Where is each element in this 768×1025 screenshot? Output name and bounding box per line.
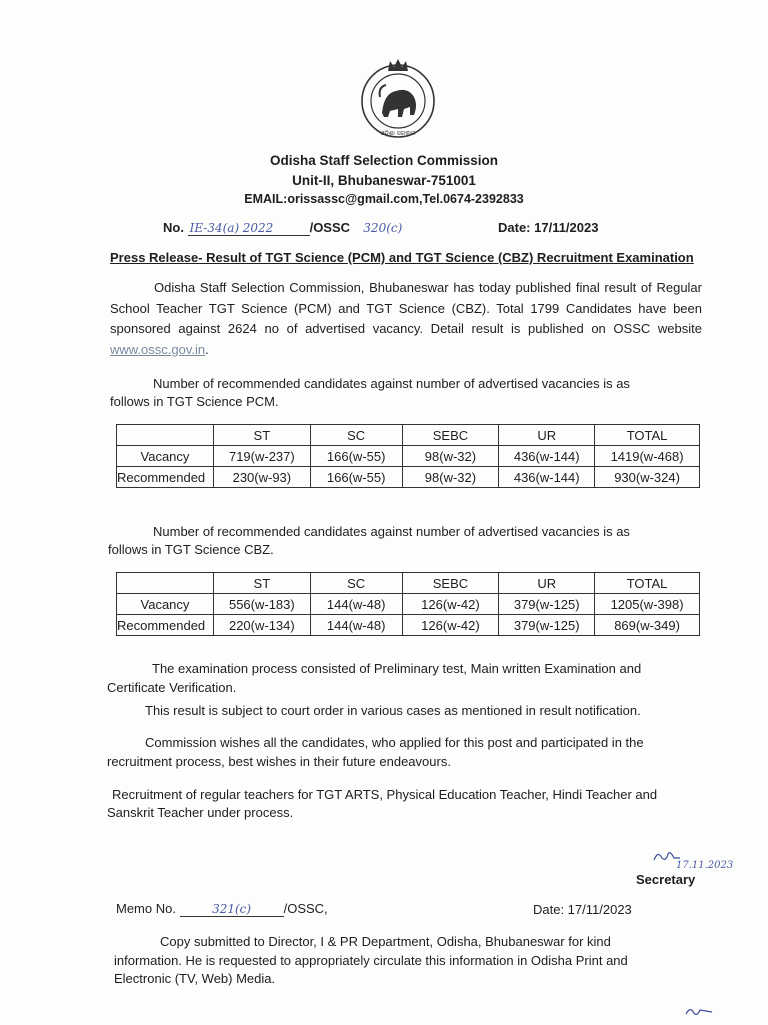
signature-date: 17.11.2023: [676, 860, 734, 871]
table-cell: [117, 573, 214, 594]
table-cell: 144(w-48): [310, 594, 402, 615]
cbz-caption-line2: follows in TGT Science CBZ.: [108, 542, 274, 557]
table-header-row: [117, 425, 700, 446]
table-cell: 379(w-125): [499, 615, 595, 636]
table-row: [117, 594, 700, 615]
table-row: [117, 446, 700, 467]
pcm-caption-line1: Number of recommended candidates against number of advertised vacancies is as: [153, 376, 630, 391]
table-cell: 1419(w-468): [595, 446, 700, 467]
memo-date: Date: 17/11/2023: [533, 902, 632, 917]
copy-line3: Electronic (TV, Web) Media.: [114, 971, 276, 986]
table-cell: 436(w-144): [499, 446, 595, 467]
table-cell: 230(w-93): [213, 467, 310, 488]
table-cell: 126(w-42): [402, 615, 499, 636]
table-header-row: [117, 573, 700, 594]
table-cell: UR: [499, 425, 595, 446]
table-cell: 126(w-42): [402, 594, 499, 615]
reference-number: No. IE-34(a) 2022 /OSSC 320(c): [163, 220, 403, 235]
table-cell: 98(w-32): [402, 467, 499, 488]
intro-paragraph: Odisha Staff Selection Commission, Bhubaneswar has today published final result of Regular School Teacher TGT Science (PCM) and TGT Science (CBZ). Total 1799 Candidates have been sponsored against 2624 no of advertised vacancy. Detail result is published on OSSC website www.ossc.gov.in.: [110, 280, 702, 357]
table-cell: [117, 425, 214, 446]
wishes-line2: recruitment process, best wishes in their future endeavours.: [107, 754, 451, 769]
table-cell: SC: [310, 425, 402, 446]
org-address: Unit-II, Bhubaneswar-751001: [292, 173, 476, 188]
org-contact: EMAIL:orissassc@gmail.com,Tel.0674-2392833: [244, 192, 524, 206]
table-row: [117, 615, 700, 636]
svg-text:ଓଡ଼ିଶା ସରକାର: ଓଡ଼ିଶା ସରକାର: [380, 130, 416, 137]
table-cell: ST: [213, 425, 310, 446]
pcm-caption-line2: follows in TGT Science PCM.: [110, 394, 279, 409]
ossc-website-link[interactable]: www.ossc.gov.in: [110, 341, 206, 357]
ref-handwritten-1: IE-34(a): [189, 221, 240, 235]
ref-handwritten-3: 320(c): [363, 221, 403, 235]
state-emblem: [358, 57, 438, 141]
court-order-note: This result is subject to court order in various cases as mentioned in result notification.: [145, 703, 641, 718]
table-cell: 220(w-134): [213, 615, 310, 636]
table-cell: SEBC: [402, 573, 499, 594]
table-cell: Recommended: [117, 467, 214, 488]
copy-line1: Copy submitted to Director, I & PR Department, Odisha, Bhubaneswar for kind: [160, 934, 611, 949]
table-cell: TOTAL: [595, 425, 700, 446]
recruitment-line2: Sanskrit Teacher under process.: [107, 805, 294, 820]
table-cell: SEBC: [402, 425, 499, 446]
cbz-caption-line1: Number of recommended candidates against number of advertised vacancies is as: [153, 524, 630, 539]
table-cell: 1205(w-398): [595, 594, 700, 615]
table-cell: 98(w-32): [402, 446, 499, 467]
table-cell: 719(w-237): [213, 446, 310, 467]
reference-date: Date: 17/11/2023: [498, 220, 599, 235]
table-cell: SC: [310, 573, 402, 594]
wishes-line1: Commission wishes all the candidates, who applied for this post and participated in the: [145, 735, 644, 750]
table-cell: Vacancy: [117, 594, 214, 615]
ref-handwritten-2: 2022: [242, 221, 274, 235]
secretary-title: Secretary: [636, 872, 696, 887]
memo-handwritten: 321(c): [212, 902, 252, 916]
table-cell: UR: [499, 573, 595, 594]
copy-line2: information. He is requested to appropriately circulate this information in Odisha Print and: [114, 953, 628, 968]
table-cell: 869(w-349): [595, 615, 700, 636]
table-cell: 930(w-324): [595, 467, 700, 488]
table-cell: 144(w-48): [310, 615, 402, 636]
table-cell: Recommended: [117, 615, 214, 636]
table-cell: Vacancy: [117, 446, 214, 467]
table-row: [117, 467, 700, 488]
cbz-result-table: [116, 572, 700, 636]
table-cell: 166(w-55): [310, 467, 402, 488]
table-cell: 436(w-144): [499, 467, 595, 488]
process-line1: The examination process consisted of Preliminary test, Main written Examination and: [152, 661, 642, 676]
table-cell: 379(w-125): [499, 594, 595, 615]
memo-number: Memo No. 321(c) /OSSC,: [116, 901, 328, 916]
press-release-title: Press Release- Result of TGT Science (PCM) and TGT Science (CBZ) Recruitment Examination: [110, 250, 694, 265]
recruitment-line1: Recruitment of regular teachers for TGT ARTS, Physical Education Teacher, Hindi Teacher and: [112, 787, 658, 802]
table-cell: 556(w-183): [213, 594, 310, 615]
org-name: Odisha Staff Selection Commission: [269, 153, 499, 168]
process-line2: Certificate Verification.: [107, 680, 237, 695]
pcm-result-table: [116, 424, 700, 488]
bottom-signature-scribble: [684, 1004, 714, 1025]
table-cell: ST: [213, 573, 310, 594]
table-cell: 166(w-55): [310, 446, 402, 467]
table-cell: TOTAL: [595, 573, 700, 594]
